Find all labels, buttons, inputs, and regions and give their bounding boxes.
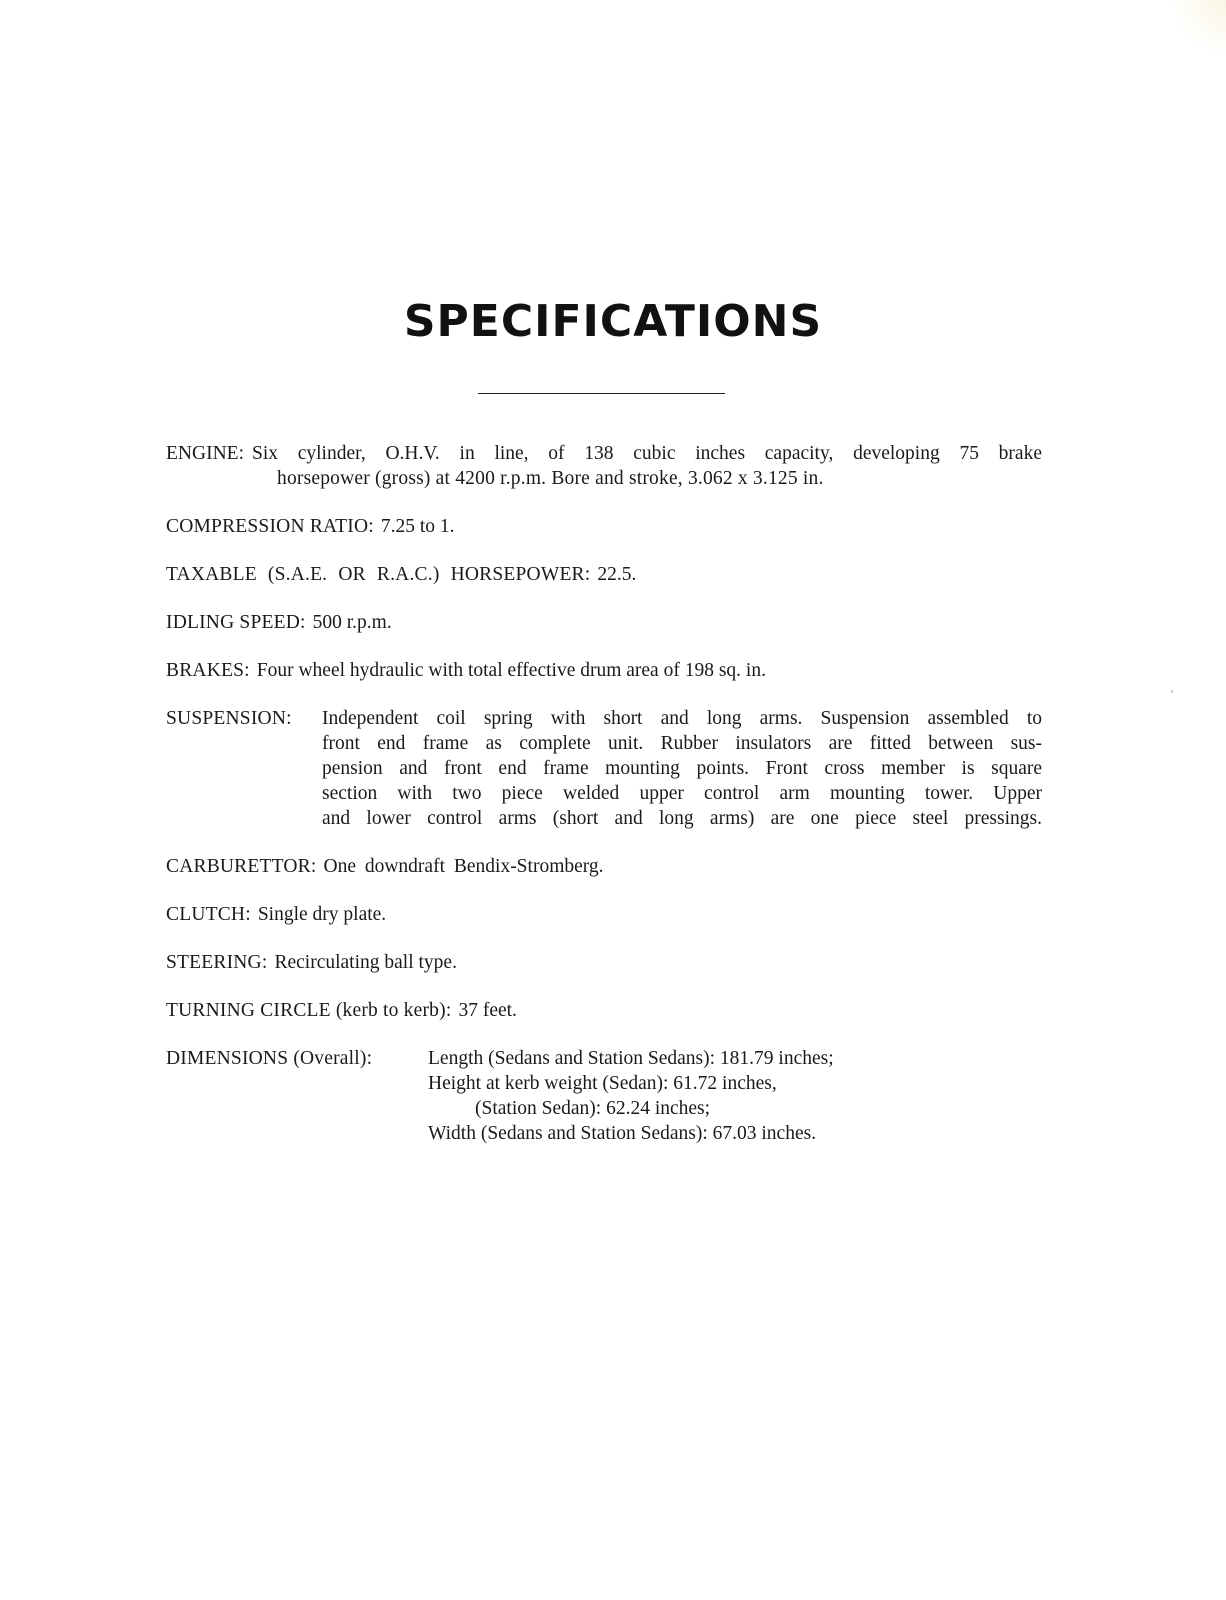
spec-taxable-horsepower — [166, 562, 1042, 587]
spec-steering-label: STEERING: — [166, 952, 268, 973]
paper-smudge — [1166, 0, 1226, 60]
spec-idling-speed-value: 500 r.p.m. — [312, 612, 392, 633]
spec-engine-line1 — [166, 441, 1042, 466]
spec-suspension-line: Independent coil spring with short and long arms. Suspension assembled to — [322, 708, 1042, 729]
spec-clutch-label: CLUTCH: — [166, 904, 251, 925]
spec-suspension — [166, 706, 1042, 831]
spec-dimensions-label: DIMENSIONS (Overall): — [166, 1048, 373, 1069]
spec-suspension-value — [322, 706, 1042, 831]
title-divider — [478, 393, 725, 394]
spec-turning-circle-label: TURNING CIRCLE (kerb to kerb): — [166, 1000, 452, 1021]
spec-engine-value-line1: Six cylinder, O.H.V. in line, of 138 cubic inches capacity, developing 75 brake — [251, 443, 1042, 464]
spec-carburettor-value: One downdraft Bendix-Stromberg. — [323, 856, 604, 877]
spec-suspension-line: front end frame as complete unit. Rubber insulators are fitted between sus- — [322, 733, 1042, 754]
spec-clutch — [166, 902, 1042, 927]
spec-suspension-line: pension and front end frame mounting points. Front cross member is square — [322, 758, 1042, 779]
spec-turning-circle-value: 37 feet. — [458, 1000, 517, 1021]
paper-speck — [1171, 690, 1173, 693]
specifications-list — [166, 441, 1042, 1169]
spec-engine — [166, 441, 1042, 491]
spec-brakes-value: Four wheel hydraulic with total effective drum area of 198 sq. in. — [256, 660, 766, 681]
spec-idling-speed — [166, 610, 1042, 635]
spec-dimensions — [166, 1046, 1042, 1146]
spec-compression-ratio — [166, 514, 1042, 539]
spec-taxable-horsepower-label: TAXABLE (S.A.E. OR R.A.C.) HORSEPOWER: — [166, 564, 591, 585]
spec-engine-label: ENGINE: — [166, 443, 244, 464]
spec-compression-ratio-value: 7.25 to 1. — [380, 516, 455, 537]
spec-dimensions-value — [428, 1046, 1042, 1146]
spec-dimensions-length: Length (Sedans and Station Sedans): 181.79 inches; — [428, 1048, 834, 1069]
spec-brakes — [166, 658, 1042, 683]
spec-steering-value: Recirculating ball type. — [274, 952, 457, 973]
spec-suspension-line: and lower control arms (short and long arms) are one piece steel pressings. — [322, 808, 1042, 829]
spec-engine-value-line2: horsepower (gross) at 4200 r.p.m. Bore and stroke, 3.062 x 3.125 in. — [277, 468, 824, 489]
spec-compression-ratio-label: COMPRESSION RATIO: — [166, 516, 374, 537]
spec-steering — [166, 950, 1042, 975]
spec-dimensions-height-sedan: Height at kerb weight (Sedan): 61.72 inches, — [428, 1073, 777, 1094]
spec-carburettor — [166, 854, 1042, 879]
spec-taxable-horsepower-value: 22.5. — [597, 564, 637, 585]
spec-suspension-line: section with two piece welded upper control arm mounting tower. Upper — [322, 783, 1042, 804]
spec-carburettor-label: CARBURETTOR: — [166, 856, 317, 877]
spec-suspension-label: SUSPENSION: — [166, 708, 292, 729]
spec-dimensions-width: Width (Sedans and Station Sedans): 67.03 inches. — [428, 1123, 817, 1144]
spec-idling-speed-label: IDLING SPEED: — [166, 612, 306, 633]
spec-turning-circle — [166, 998, 1042, 1023]
page-title: SPECIFICATIONS — [403, 296, 823, 347]
spec-dimensions-height-station-sedan: (Station Sedan): 62.24 inches; — [475, 1098, 711, 1119]
spec-brakes-label: BRAKES: — [166, 660, 250, 681]
spec-clutch-value: Single dry plate. — [257, 904, 387, 925]
